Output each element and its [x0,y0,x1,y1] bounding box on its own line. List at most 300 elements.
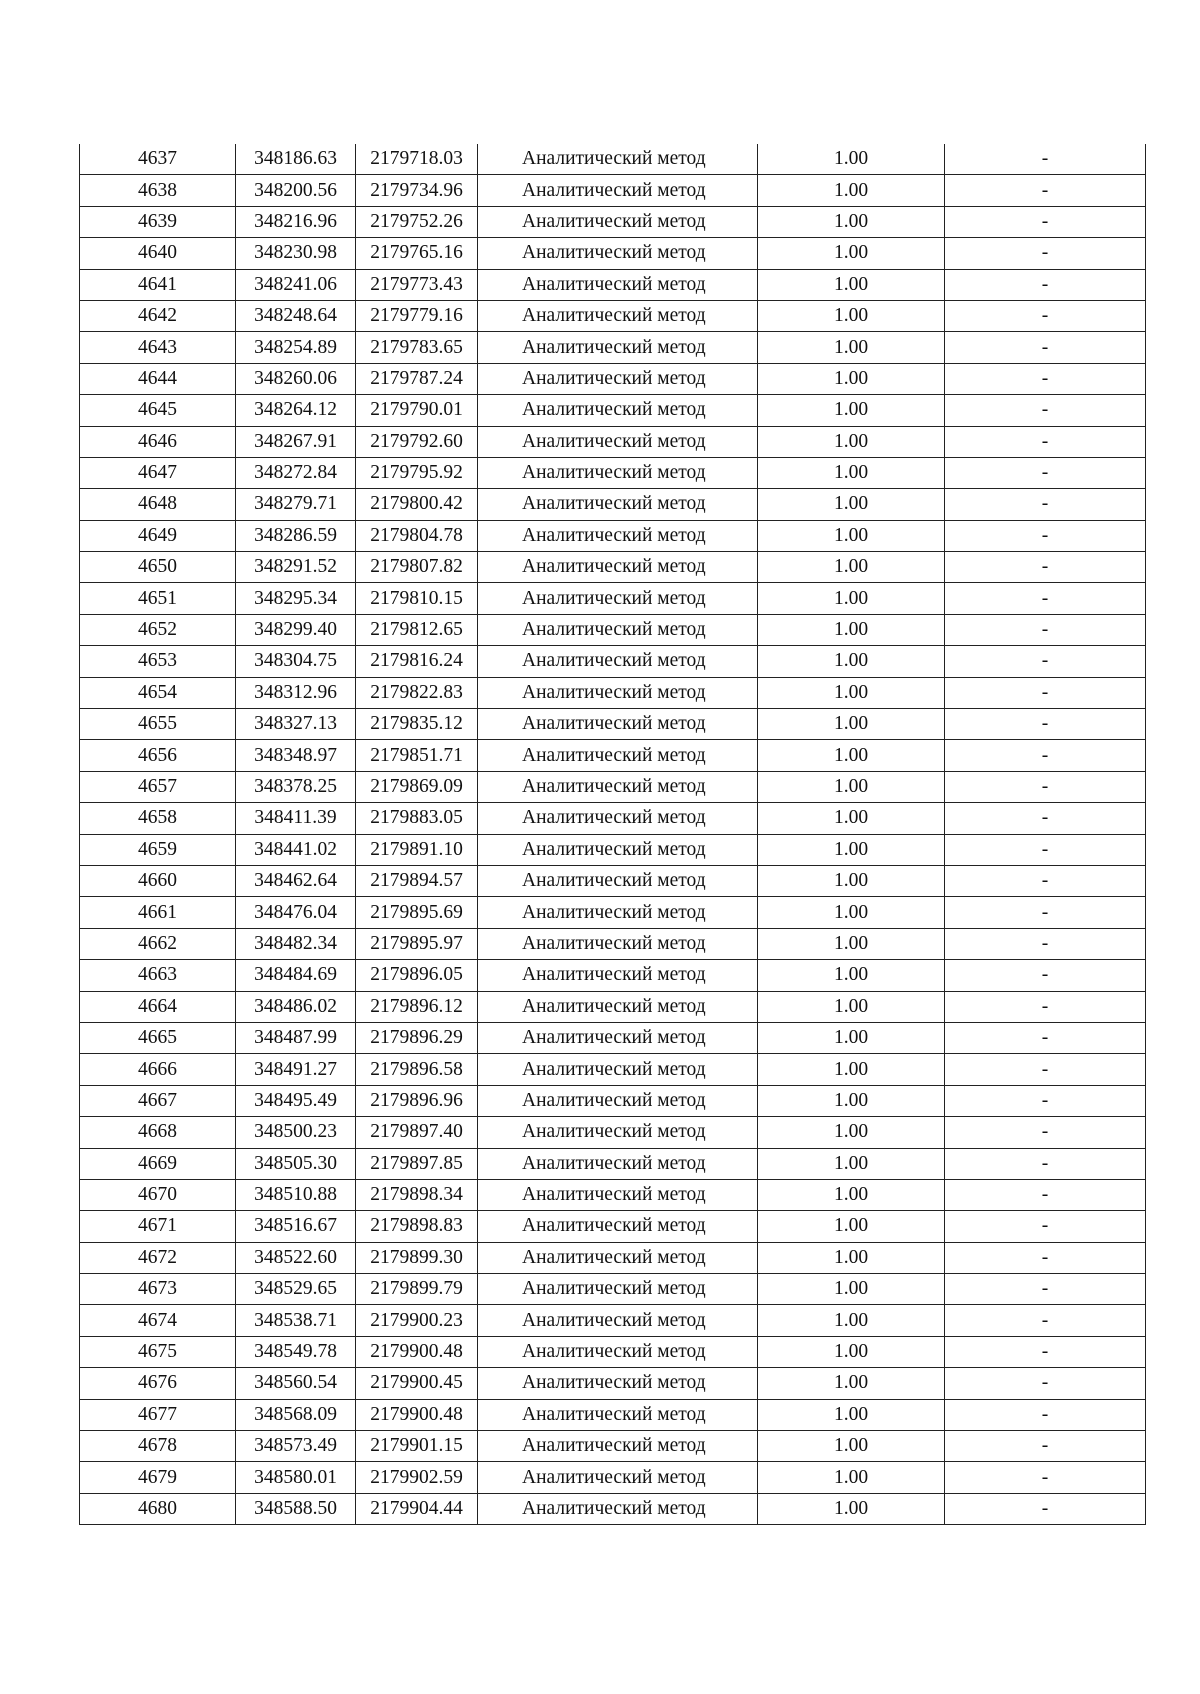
x-coordinate-cell: 348230.98 [236,238,356,269]
y-coordinate-cell: 2179765.16 [356,238,478,269]
point-number-cell: 4672 [80,1242,236,1273]
method-cell: Аналитический метод [478,395,758,426]
point-number-cell: 4661 [80,897,236,928]
method-cell: Аналитический метод [478,1179,758,1210]
point-number-cell: 4674 [80,1305,236,1336]
note-cell: - [945,300,1146,331]
y-coordinate-cell: 2179812.65 [356,614,478,645]
accuracy-cell: 1.00 [758,740,945,771]
note-cell: - [945,1399,1146,1430]
accuracy-cell: 1.00 [758,803,945,834]
point-number-cell: 4637 [80,144,236,175]
accuracy-cell: 1.00 [758,960,945,991]
table-row [80,1368,1146,1399]
table-row [80,1274,1146,1305]
point-number-cell: 4677 [80,1399,236,1430]
note-cell: - [945,363,1146,394]
point-number-cell: 4650 [80,552,236,583]
point-number-cell: 4665 [80,1022,236,1053]
accuracy-cell: 1.00 [758,1242,945,1273]
method-cell: Аналитический метод [478,614,758,645]
accuracy-cell: 1.00 [758,771,945,802]
accuracy-cell: 1.00 [758,238,945,269]
table-row [80,771,1146,802]
note-cell: - [945,771,1146,802]
note-cell: - [945,1022,1146,1053]
note-cell: - [945,1493,1146,1524]
y-coordinate-cell: 2179894.57 [356,865,478,896]
method-cell: Аналитический метод [478,300,758,331]
accuracy-cell: 1.00 [758,1493,945,1524]
y-coordinate-cell: 2179734.96 [356,175,478,206]
method-cell: Аналитический метод [478,960,758,991]
x-coordinate-cell: 348411.39 [236,803,356,834]
note-cell: - [945,646,1146,677]
note-cell: - [945,960,1146,991]
note-cell: - [945,175,1146,206]
x-coordinate-cell: 348327.13 [236,709,356,740]
accuracy-cell: 1.00 [758,646,945,677]
point-number-cell: 4669 [80,1148,236,1179]
x-coordinate-cell: 348486.02 [236,991,356,1022]
note-cell: - [945,583,1146,614]
accuracy-cell: 1.00 [758,1117,945,1148]
y-coordinate-cell: 2179897.40 [356,1117,478,1148]
y-coordinate-cell: 2179896.96 [356,1085,478,1116]
table-row [80,1242,1146,1273]
point-number-cell: 4660 [80,865,236,896]
x-coordinate-cell: 348500.23 [236,1117,356,1148]
note-cell: - [945,552,1146,583]
x-coordinate-cell: 348441.02 [236,834,356,865]
x-coordinate-cell: 348573.49 [236,1431,356,1462]
accuracy-cell: 1.00 [758,144,945,175]
method-cell: Аналитический метод [478,771,758,802]
accuracy-cell: 1.00 [758,897,945,928]
accuracy-cell: 1.00 [758,552,945,583]
note-cell: - [945,803,1146,834]
table-row [80,677,1146,708]
coordinates-table [79,144,1146,1525]
table-row [80,1431,1146,1462]
method-cell: Аналитический метод [478,269,758,300]
accuracy-cell: 1.00 [758,1022,945,1053]
y-coordinate-cell: 2179800.42 [356,489,478,520]
point-number-cell: 4671 [80,1211,236,1242]
table-row [80,520,1146,551]
table-row [80,175,1146,206]
x-coordinate-cell: 348476.04 [236,897,356,928]
y-coordinate-cell: 2179901.15 [356,1431,478,1462]
method-cell: Аналитический метод [478,1211,758,1242]
method-cell: Аналитический метод [478,520,758,551]
point-number-cell: 4638 [80,175,236,206]
method-cell: Аналитический метод [478,1242,758,1273]
y-coordinate-cell: 2179902.59 [356,1462,478,1493]
point-number-cell: 4658 [80,803,236,834]
accuracy-cell: 1.00 [758,614,945,645]
accuracy-cell: 1.00 [758,457,945,488]
note-cell: - [945,614,1146,645]
x-coordinate-cell: 348378.25 [236,771,356,802]
table-row [80,1211,1146,1242]
accuracy-cell: 1.00 [758,520,945,551]
coordinates-table-body [80,144,1146,1525]
accuracy-cell: 1.00 [758,1054,945,1085]
table-row [80,865,1146,896]
y-coordinate-cell: 2179787.24 [356,363,478,394]
y-coordinate-cell: 2179900.48 [356,1336,478,1367]
y-coordinate-cell: 2179804.78 [356,520,478,551]
table-row [80,1493,1146,1524]
note-cell: - [945,520,1146,551]
accuracy-cell: 1.00 [758,1274,945,1305]
point-number-cell: 4670 [80,1179,236,1210]
note-cell: - [945,1148,1146,1179]
point-number-cell: 4664 [80,991,236,1022]
accuracy-cell: 1.00 [758,1462,945,1493]
note-cell: - [945,1117,1146,1148]
point-number-cell: 4680 [80,1493,236,1524]
y-coordinate-cell: 2179795.92 [356,457,478,488]
point-number-cell: 4651 [80,583,236,614]
note-cell: - [945,1242,1146,1273]
y-coordinate-cell: 2179895.97 [356,928,478,959]
point-number-cell: 4679 [80,1462,236,1493]
accuracy-cell: 1.00 [758,1336,945,1367]
point-number-cell: 4649 [80,520,236,551]
x-coordinate-cell: 348299.40 [236,614,356,645]
point-number-cell: 4647 [80,457,236,488]
point-number-cell: 4668 [80,1117,236,1148]
method-cell: Аналитический метод [478,709,758,740]
table-row [80,206,1146,237]
method-cell: Аналитический метод [478,1274,758,1305]
x-coordinate-cell: 348241.06 [236,269,356,300]
note-cell: - [945,1336,1146,1367]
note-cell: - [945,238,1146,269]
x-coordinate-cell: 348568.09 [236,1399,356,1430]
accuracy-cell: 1.00 [758,269,945,300]
x-coordinate-cell: 348510.88 [236,1179,356,1210]
table-row [80,740,1146,771]
x-coordinate-cell: 348348.97 [236,740,356,771]
accuracy-cell: 1.00 [758,1211,945,1242]
method-cell: Аналитический метод [478,1431,758,1462]
table-row [80,646,1146,677]
point-number-cell: 4654 [80,677,236,708]
method-cell: Аналитический метод [478,583,758,614]
note-cell: - [945,677,1146,708]
point-number-cell: 4655 [80,709,236,740]
point-number-cell: 4659 [80,834,236,865]
x-coordinate-cell: 348580.01 [236,1462,356,1493]
x-coordinate-cell: 348495.49 [236,1085,356,1116]
point-number-cell: 4645 [80,395,236,426]
y-coordinate-cell: 2179869.09 [356,771,478,802]
table-row [80,395,1146,426]
method-cell: Аналитический метод [478,865,758,896]
table-row [80,332,1146,363]
x-coordinate-cell: 348560.54 [236,1368,356,1399]
y-coordinate-cell: 2179790.01 [356,395,478,426]
x-coordinate-cell: 348484.69 [236,960,356,991]
accuracy-cell: 1.00 [758,865,945,896]
note-cell: - [945,269,1146,300]
note-cell: - [945,457,1146,488]
point-number-cell: 4666 [80,1054,236,1085]
note-cell: - [945,1368,1146,1399]
note-cell: - [945,206,1146,237]
table-row [80,363,1146,394]
x-coordinate-cell: 348295.34 [236,583,356,614]
x-coordinate-cell: 348291.52 [236,552,356,583]
table-row [80,144,1146,175]
accuracy-cell: 1.00 [758,1305,945,1336]
x-coordinate-cell: 348272.84 [236,457,356,488]
y-coordinate-cell: 2179851.71 [356,740,478,771]
table-row [80,426,1146,457]
y-coordinate-cell: 2179752.26 [356,206,478,237]
note-cell: - [945,426,1146,457]
x-coordinate-cell: 348487.99 [236,1022,356,1053]
y-coordinate-cell: 2179810.15 [356,583,478,614]
method-cell: Аналитический метод [478,1399,758,1430]
table-row [80,1148,1146,1179]
note-cell: - [945,1054,1146,1085]
accuracy-cell: 1.00 [758,709,945,740]
y-coordinate-cell: 2179900.48 [356,1399,478,1430]
method-cell: Аналитический метод [478,991,758,1022]
method-cell: Аналитический метод [478,552,758,583]
method-cell: Аналитический метод [478,1054,758,1085]
point-number-cell: 4673 [80,1274,236,1305]
point-number-cell: 4662 [80,928,236,959]
accuracy-cell: 1.00 [758,363,945,394]
y-coordinate-cell: 2179899.30 [356,1242,478,1273]
method-cell: Аналитический метод [478,1493,758,1524]
note-cell: - [945,897,1146,928]
y-coordinate-cell: 2179883.05 [356,803,478,834]
point-number-cell: 4644 [80,363,236,394]
method-cell: Аналитический метод [478,1462,758,1493]
y-coordinate-cell: 2179891.10 [356,834,478,865]
y-coordinate-cell: 2179822.83 [356,677,478,708]
note-cell: - [945,834,1146,865]
x-coordinate-cell: 348522.60 [236,1242,356,1273]
y-coordinate-cell: 2179900.23 [356,1305,478,1336]
method-cell: Аналитический метод [478,677,758,708]
note-cell: - [945,1211,1146,1242]
y-coordinate-cell: 2179898.34 [356,1179,478,1210]
x-coordinate-cell: 348538.71 [236,1305,356,1336]
method-cell: Аналитический метод [478,489,758,520]
method-cell: Аналитический метод [478,238,758,269]
x-coordinate-cell: 348267.91 [236,426,356,457]
accuracy-cell: 1.00 [758,175,945,206]
note-cell: - [945,709,1146,740]
note-cell: - [945,395,1146,426]
table-row [80,1305,1146,1336]
method-cell: Аналитический метод [478,457,758,488]
note-cell: - [945,1305,1146,1336]
point-number-cell: 4639 [80,206,236,237]
x-coordinate-cell: 348248.64 [236,300,356,331]
x-coordinate-cell: 348254.89 [236,332,356,363]
method-cell: Аналитический метод [478,1305,758,1336]
y-coordinate-cell: 2179718.03 [356,144,478,175]
method-cell: Аналитический метод [478,740,758,771]
point-number-cell: 4675 [80,1336,236,1367]
y-coordinate-cell: 2179895.69 [356,897,478,928]
accuracy-cell: 1.00 [758,300,945,331]
accuracy-cell: 1.00 [758,583,945,614]
point-number-cell: 4656 [80,740,236,771]
x-coordinate-cell: 348529.65 [236,1274,356,1305]
x-coordinate-cell: 348505.30 [236,1148,356,1179]
y-coordinate-cell: 2179900.45 [356,1368,478,1399]
x-coordinate-cell: 348186.63 [236,144,356,175]
table-row [80,1054,1146,1085]
method-cell: Аналитический метод [478,834,758,865]
method-cell: Аналитический метод [478,646,758,677]
y-coordinate-cell: 2179835.12 [356,709,478,740]
point-number-cell: 4657 [80,771,236,802]
note-cell: - [945,740,1146,771]
method-cell: Аналитический метод [478,144,758,175]
note-cell: - [945,991,1146,1022]
note-cell: - [945,1179,1146,1210]
method-cell: Аналитический метод [478,803,758,834]
point-number-cell: 4641 [80,269,236,300]
point-number-cell: 4667 [80,1085,236,1116]
table-row [80,1336,1146,1367]
table-row [80,1085,1146,1116]
y-coordinate-cell: 2179896.05 [356,960,478,991]
table-row [80,897,1146,928]
y-coordinate-cell: 2179896.29 [356,1022,478,1053]
accuracy-cell: 1.00 [758,206,945,237]
y-coordinate-cell: 2179897.85 [356,1148,478,1179]
y-coordinate-cell: 2179896.12 [356,991,478,1022]
accuracy-cell: 1.00 [758,332,945,363]
method-cell: Аналитический метод [478,1148,758,1179]
accuracy-cell: 1.00 [758,1179,945,1210]
point-number-cell: 4648 [80,489,236,520]
point-number-cell: 4676 [80,1368,236,1399]
note-cell: - [945,1274,1146,1305]
y-coordinate-cell: 2179816.24 [356,646,478,677]
point-number-cell: 4653 [80,646,236,677]
accuracy-cell: 1.00 [758,1085,945,1116]
accuracy-cell: 1.00 [758,1148,945,1179]
note-cell: - [945,332,1146,363]
x-coordinate-cell: 348286.59 [236,520,356,551]
x-coordinate-cell: 348216.96 [236,206,356,237]
y-coordinate-cell: 2179773.43 [356,269,478,300]
point-number-cell: 4640 [80,238,236,269]
accuracy-cell: 1.00 [758,489,945,520]
table-row [80,991,1146,1022]
x-coordinate-cell: 348312.96 [236,677,356,708]
y-coordinate-cell: 2179898.83 [356,1211,478,1242]
table-row [80,1179,1146,1210]
y-coordinate-cell: 2179783.65 [356,332,478,363]
table-row [80,834,1146,865]
note-cell: - [945,1431,1146,1462]
y-coordinate-cell: 2179904.44 [356,1493,478,1524]
x-coordinate-cell: 348462.64 [236,865,356,896]
method-cell: Аналитический метод [478,1022,758,1053]
x-coordinate-cell: 348200.56 [236,175,356,206]
accuracy-cell: 1.00 [758,1399,945,1430]
x-coordinate-cell: 348516.67 [236,1211,356,1242]
accuracy-cell: 1.00 [758,928,945,959]
y-coordinate-cell: 2179899.79 [356,1274,478,1305]
y-coordinate-cell: 2179779.16 [356,300,478,331]
table-row [80,489,1146,520]
table-row [80,928,1146,959]
point-number-cell: 4652 [80,614,236,645]
x-coordinate-cell: 348279.71 [236,489,356,520]
x-coordinate-cell: 348549.78 [236,1336,356,1367]
accuracy-cell: 1.00 [758,991,945,1022]
table-row [80,614,1146,645]
table-row [80,1399,1146,1430]
method-cell: Аналитический метод [478,426,758,457]
method-cell: Аналитический метод [478,1117,758,1148]
y-coordinate-cell: 2179896.58 [356,1054,478,1085]
point-number-cell: 4643 [80,332,236,363]
table-row [80,583,1146,614]
x-coordinate-cell: 348260.06 [236,363,356,394]
method-cell: Аналитический метод [478,175,758,206]
x-coordinate-cell: 348264.12 [236,395,356,426]
x-coordinate-cell: 348482.34 [236,928,356,959]
table-row [80,960,1146,991]
method-cell: Аналитический метод [478,928,758,959]
table-row [80,238,1146,269]
point-number-cell: 4642 [80,300,236,331]
table-row [80,1117,1146,1148]
method-cell: Аналитический метод [478,332,758,363]
method-cell: Аналитический метод [478,1336,758,1367]
x-coordinate-cell: 348588.50 [236,1493,356,1524]
table-row [80,300,1146,331]
method-cell: Аналитический метод [478,1085,758,1116]
point-number-cell: 4678 [80,1431,236,1462]
table-row [80,1462,1146,1493]
y-coordinate-cell: 2179792.60 [356,426,478,457]
y-coordinate-cell: 2179807.82 [356,552,478,583]
method-cell: Аналитический метод [478,1368,758,1399]
method-cell: Аналитический метод [478,363,758,394]
table-row [80,269,1146,300]
table-row [80,803,1146,834]
accuracy-cell: 1.00 [758,395,945,426]
method-cell: Аналитический метод [478,206,758,237]
method-cell: Аналитический метод [478,897,758,928]
note-cell: - [945,928,1146,959]
accuracy-cell: 1.00 [758,1368,945,1399]
table-row [80,552,1146,583]
table-row [80,709,1146,740]
accuracy-cell: 1.00 [758,426,945,457]
note-cell: - [945,1085,1146,1116]
point-number-cell: 4646 [80,426,236,457]
point-number-cell: 4663 [80,960,236,991]
note-cell: - [945,1462,1146,1493]
